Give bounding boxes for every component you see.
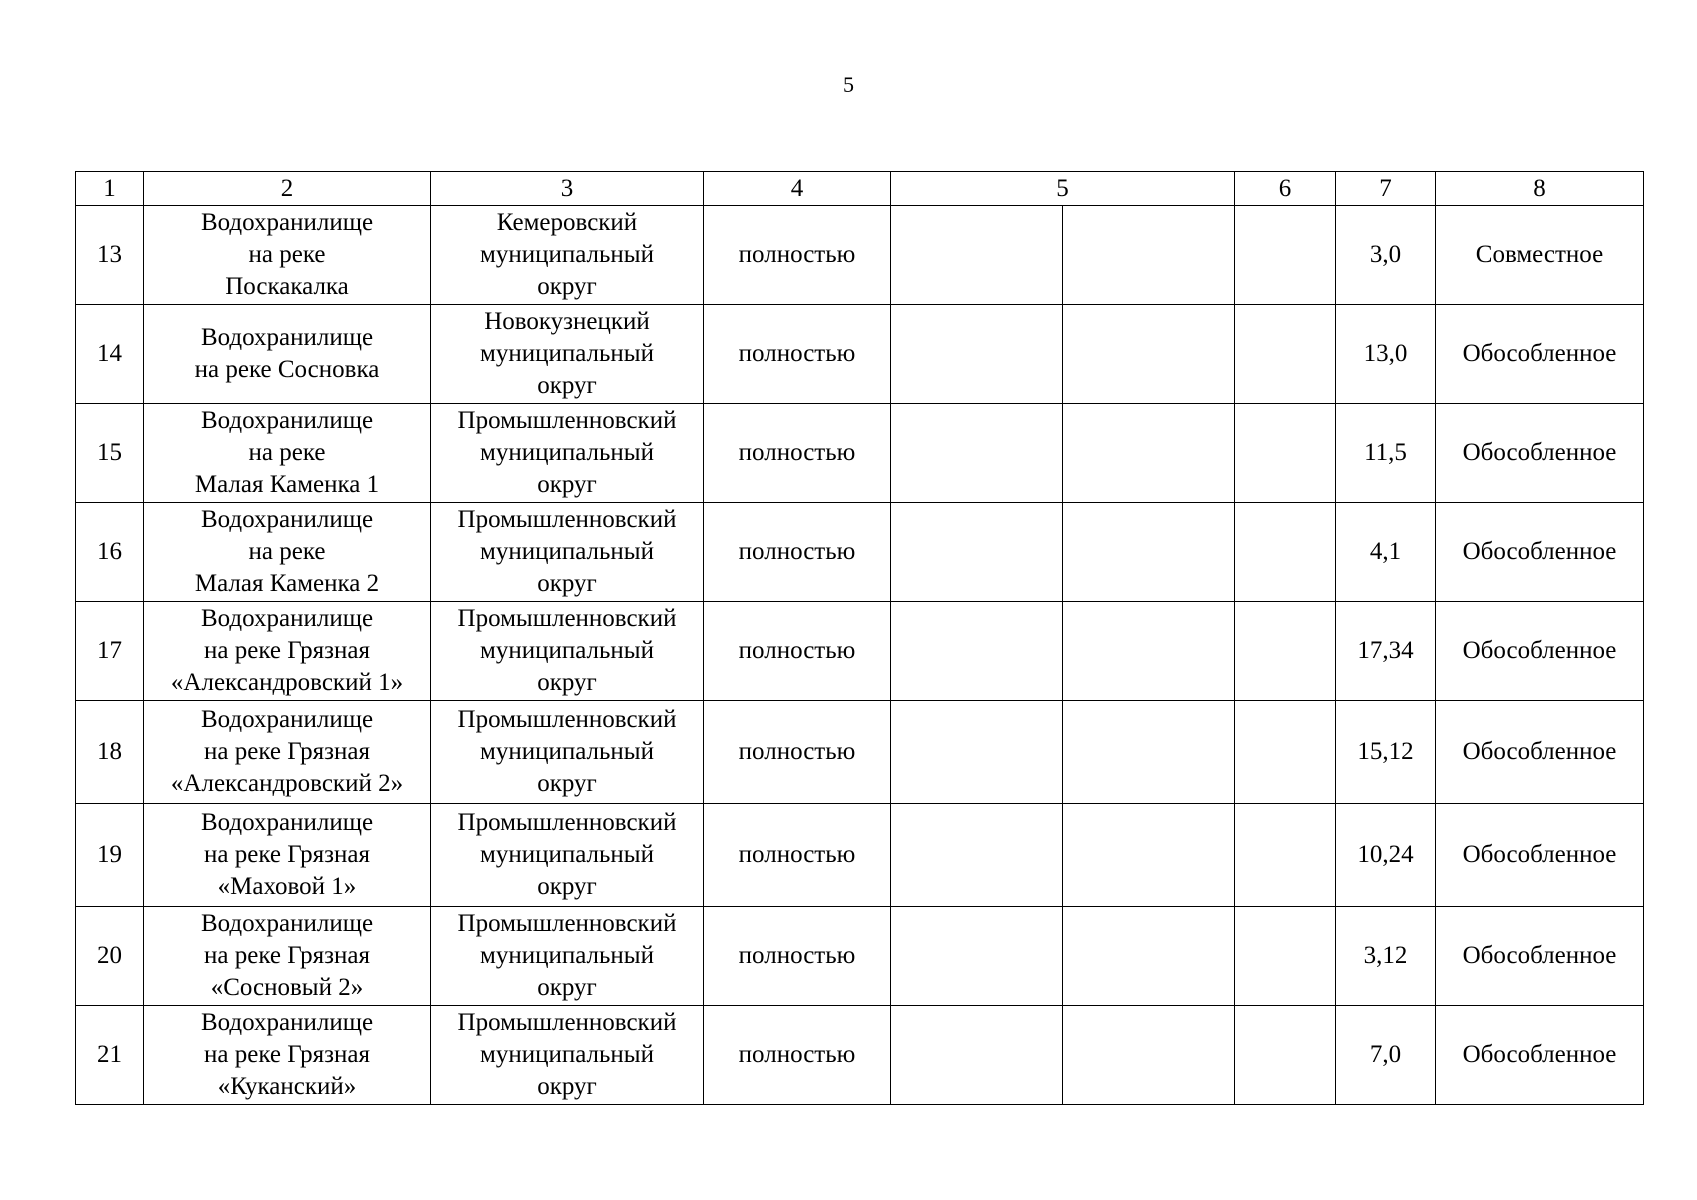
extent-cell: полностью [704, 305, 891, 404]
district-cell-line: Промышленновский [457, 809, 677, 836]
district-cell [431, 701, 704, 804]
value-cell: 17,34 [1336, 602, 1436, 701]
district-cell-line: округ [537, 471, 597, 498]
empty-cell-6 [1235, 404, 1336, 503]
empty-cell-5b [1063, 804, 1235, 907]
reservoir-name-cell-line: на реке Сосновка [194, 356, 380, 383]
row-number-cell: 18 [76, 701, 144, 804]
empty-cell-5b [1063, 305, 1235, 404]
empty-cell-6 [1235, 503, 1336, 602]
table-row [76, 602, 1644, 701]
empty-cell-5b [1063, 602, 1235, 701]
use-type-cell: Обособленное [1436, 602, 1644, 701]
district-cell-line: муниципальный [480, 637, 654, 664]
reservoir-name-cell [144, 804, 431, 907]
row-number-cell: 21 [76, 1006, 144, 1105]
use-type-cell: Обособленное [1436, 404, 1644, 503]
row-number-cell: 20 [76, 907, 144, 1006]
reservoir-name-cell-line: Водохранилище [200, 1009, 374, 1036]
reservoir-name-cell-line: Водохранилище [200, 506, 374, 533]
reservoir-name-cell-line: «Маховой 1» [217, 873, 357, 900]
table-row [76, 305, 1644, 404]
empty-cell-5a [891, 206, 1063, 305]
table-row [76, 804, 1644, 907]
district-cell-line: Промышленновский [457, 407, 677, 434]
reservoir-name-cell-line: на реке [248, 538, 326, 565]
reservoir-name-cell-line: «Александровский 1» [170, 669, 404, 696]
table-row [76, 206, 1644, 305]
reservoir-name-cell-line: Водохранилище [200, 605, 374, 632]
reservoir-name-cell-line: Водохранилище [200, 809, 374, 836]
district-cell-line: муниципальный [480, 340, 654, 367]
district-cell-line: муниципальный [480, 241, 654, 268]
reservoir-name-cell-line: Водохранилище [200, 209, 374, 236]
reservoir-name-cell-line: Водохранилище [200, 706, 374, 733]
district-cell [431, 602, 704, 701]
district-cell-line: муниципальный [480, 942, 654, 969]
header-row [76, 172, 1644, 206]
value-cell: 3,12 [1336, 907, 1436, 1006]
district-cell-line: округ [537, 669, 597, 696]
reservoir-name-cell-line: на реке Грязная [204, 738, 370, 765]
reservoir-name-cell-line: Малая Каменка 1 [194, 471, 380, 498]
reservoir-name-cell-line: Водохранилище [200, 407, 374, 434]
district-cell-line: Промышленновский [457, 605, 677, 632]
empty-cell-6 [1235, 907, 1336, 1006]
reservoir-name-cell [144, 503, 431, 602]
empty-cell-6 [1235, 804, 1336, 907]
empty-cell-5b [1063, 206, 1235, 305]
empty-cell-6 [1235, 701, 1336, 804]
value-cell: 11,5 [1336, 404, 1436, 503]
table-row [76, 907, 1644, 1006]
district-cell-line: Новокузнецкий [484, 308, 650, 335]
district-cell-line: муниципальный [480, 841, 654, 868]
district-cell-line: муниципальный [480, 738, 654, 765]
use-type-cell: Обособленное [1436, 701, 1644, 804]
empty-cell-5a [891, 907, 1063, 1006]
header-cell-5: 5 [891, 172, 1235, 206]
use-type-cell: Обособленное [1436, 503, 1644, 602]
reservoir-name-cell-line: на реке Грязная [204, 841, 370, 868]
extent-cell: полностью [704, 804, 891, 907]
extent-cell: полностью [704, 206, 891, 305]
table-row [76, 404, 1644, 503]
reservoir-name-cell [144, 701, 431, 804]
district-cell-line: округ [537, 570, 597, 597]
empty-cell-6 [1235, 206, 1336, 305]
district-cell-line: Промышленновский [457, 1009, 677, 1036]
district-cell [431, 206, 704, 305]
reservoir-name-cell-line: на реке [248, 439, 326, 466]
reservoir-name-cell [144, 907, 431, 1006]
district-cell-line: округ [537, 770, 597, 797]
district-cell [431, 305, 704, 404]
reservoir-name-cell [144, 602, 431, 701]
district-cell-line: округ [537, 873, 597, 900]
reservoir-name-cell-line: на реке Грязная [204, 942, 370, 969]
row-number-cell: 16 [76, 503, 144, 602]
row-number-cell: 15 [76, 404, 144, 503]
district-cell [431, 404, 704, 503]
empty-cell-5b [1063, 907, 1235, 1006]
empty-cell-5b [1063, 701, 1235, 804]
reservoir-name-cell-line: на реке Грязная [204, 637, 370, 664]
table-body [76, 172, 1644, 1105]
empty-cell-6 [1235, 305, 1336, 404]
row-number-cell: 19 [76, 804, 144, 907]
reservoir-name-cell-line: на реке Грязная [204, 1041, 370, 1068]
use-type-cell: Обособленное [1436, 907, 1644, 1006]
use-type-cell: Обособленное [1436, 305, 1644, 404]
use-type-cell: Обособленное [1436, 1006, 1644, 1105]
value-cell: 13,0 [1336, 305, 1436, 404]
extent-cell: полностью [704, 404, 891, 503]
district-cell-line: Промышленновский [457, 910, 677, 937]
empty-cell-5a [891, 305, 1063, 404]
empty-cell-6 [1235, 1006, 1336, 1105]
value-cell: 4,1 [1336, 503, 1436, 602]
empty-cell-5a [891, 701, 1063, 804]
district-cell [431, 1006, 704, 1105]
header-cell-1: 1 [76, 172, 144, 206]
district-cell-line: муниципальный [480, 439, 654, 466]
extent-cell: полностью [704, 602, 891, 701]
empty-cell-5b [1063, 503, 1235, 602]
district-cell-line: Промышленновский [457, 506, 677, 533]
table-row [76, 1006, 1644, 1105]
row-number-cell: 14 [76, 305, 144, 404]
header-cell-6: 6 [1235, 172, 1336, 206]
district-cell-line: Промышленновский [457, 706, 677, 733]
empty-cell-5a [891, 503, 1063, 602]
header-cell-4: 4 [704, 172, 891, 206]
table-row [76, 503, 1644, 602]
header-cell-3: 3 [431, 172, 704, 206]
district-cell-line: округ [537, 273, 597, 300]
value-cell: 7,0 [1336, 1006, 1436, 1105]
empty-cell-5a [891, 1006, 1063, 1105]
reservoir-name-cell-line: Малая Каменка 2 [194, 570, 380, 597]
district-cell-line: Кемеровский [496, 209, 638, 236]
reservoir-name-cell-line: «Куканский» [217, 1073, 357, 1100]
empty-cell-5a [891, 602, 1063, 701]
empty-cell-5a [891, 404, 1063, 503]
reservoir-name-cell [144, 206, 431, 305]
use-type-cell: Совместное [1436, 206, 1644, 305]
empty-cell-6 [1235, 602, 1336, 701]
district-cell-line: округ [537, 974, 597, 1001]
district-cell-line: муниципальный [480, 1041, 654, 1068]
reservoir-name-cell-line: Поскакалка [225, 273, 349, 300]
reservoir-name-cell-line: на реке [248, 241, 326, 268]
district-cell [431, 804, 704, 907]
district-cell-line: округ [537, 372, 597, 399]
reservoir-name-cell-line: «Александровский 2» [170, 770, 404, 797]
value-cell: 3,0 [1336, 206, 1436, 305]
district-cell [431, 503, 704, 602]
reservoir-name-cell-line: Водохранилище [200, 324, 374, 351]
district-cell-line: муниципальный [480, 538, 654, 565]
reservoir-name-cell [144, 305, 431, 404]
extent-cell: полностью [704, 907, 891, 1006]
district-cell [431, 907, 704, 1006]
extent-cell: полностью [704, 1006, 891, 1105]
extent-cell: полностью [704, 503, 891, 602]
page-number: 5 [843, 72, 854, 97]
table-row [76, 701, 1644, 804]
reservoir-name-cell-line: Водохранилище [200, 910, 374, 937]
empty-cell-5a [891, 804, 1063, 907]
use-type-cell: Обособленное [1436, 804, 1644, 907]
reservoir-name-cell [144, 404, 431, 503]
header-cell-2: 2 [144, 172, 431, 206]
district-cell-line: округ [537, 1073, 597, 1100]
header-cell-7: 7 [1336, 172, 1436, 206]
reservoir-table [75, 171, 1644, 1105]
reservoir-name-cell [144, 1006, 431, 1105]
extent-cell: полностью [704, 701, 891, 804]
empty-cell-5b [1063, 404, 1235, 503]
empty-cell-5b [1063, 1006, 1235, 1105]
row-number-cell: 13 [76, 206, 144, 305]
value-cell: 15,12 [1336, 701, 1436, 804]
value-cell: 10,24 [1336, 804, 1436, 907]
reservoir-name-cell-line: «Сосновый 2» [210, 974, 364, 1001]
header-cell-8: 8 [1436, 172, 1644, 206]
row-number-cell: 17 [76, 602, 144, 701]
